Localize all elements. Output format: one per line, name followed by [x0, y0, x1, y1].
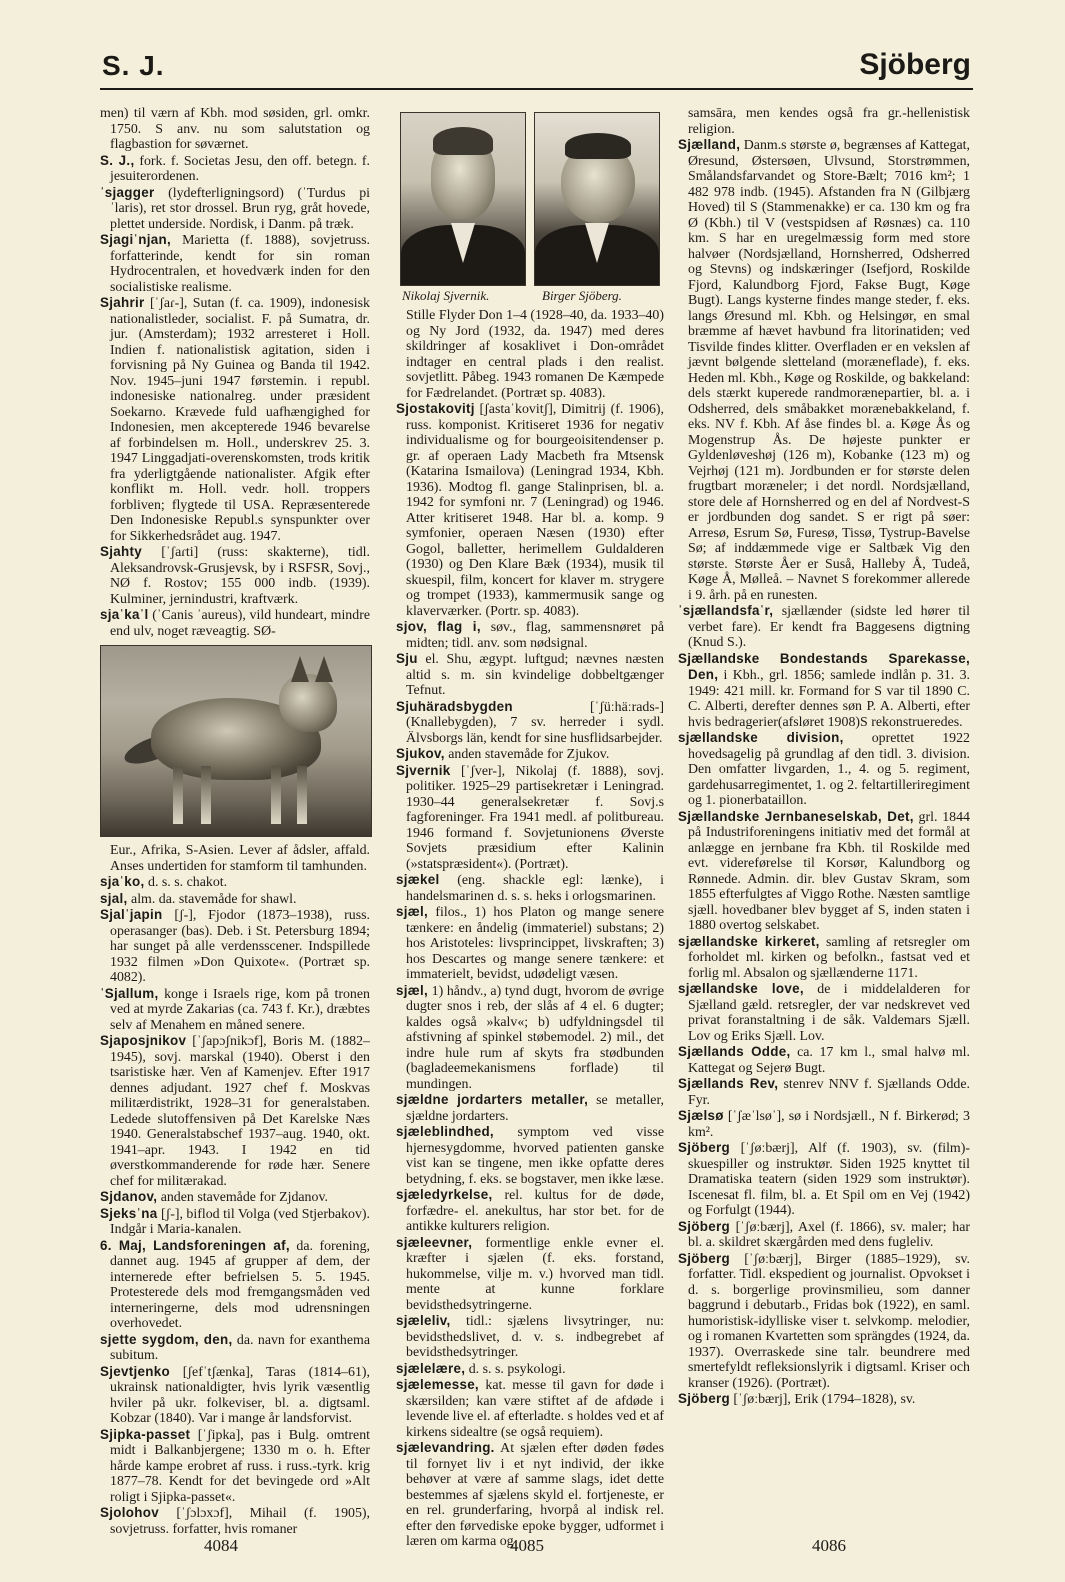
entry-headword: sjællandske division, — [678, 730, 844, 745]
entry — [396, 872, 664, 904]
entry-text: [ˈʃver-], Nikolaj (f. 1888), sovj. politiker. 1925–29 partisekretær i Leningrad. 1930–44 generalsekretær f. Sovj.s fagforeninger. Fra 1941 medl. af politbureau. 1946 formand f. Sovjetunionens Øverste Sovjets præsidium efter Kalinin (»statspræsident«). (Portræt). — [406, 763, 664, 872]
entry — [678, 1108, 970, 1140]
entry-headword: Sjöberg — [678, 1218, 730, 1234]
entry-text: rel. kultus for de døde, forfædre- el. anekultus, har stor bet. for de antikke kulturers religion. — [406, 1188, 664, 1234]
entry-text: formentlige enkle evner el. kræfter i sjælen (f. eks. forstand, hukommelse, vilje m. v.) hvorved man tidl. mente at kunne forklare bevidsthedsytringerne. — [406, 1235, 664, 1313]
entry-headword: ˈsjagger — [100, 184, 155, 200]
portrait-sjvernik — [400, 112, 526, 286]
entry-text: samling af retsregler om forholdet ml. kirken og befolkn., fastsat ved et forlig ml. Absalon og sjællænderne 1171. — [688, 934, 971, 981]
entry-headword: sjette sygdom, den, — [100, 1331, 233, 1347]
entry-headword: 6. Maj, Landsforeningen af, — [100, 1237, 290, 1253]
entry-text: [ˈʃaɾ-], Sutan (f. ca. 1909), indonesisk nationalistleder, socialist. F. på Sumatra, dr. jur. (Amsterdam); 1932 arresteret i Holl. Indien f. nationalistisk agitation, siden i forvisning på Ny Guinea og Banda til 1942. Nov. 1945–juni 1947 førstemin. i republ. indonesiske nationalreg. under præsident Soekarno. Krævede fuld uafhængighed for Indonesien, men akcepterede 1946 bevarelse af forbindelsen m. Holl., underskrev 25. 3. 1947 Linggadjati-overenskomsten, trods kritik fra yderligtgående nationalister. Afgik efter konflikt m. Holl. vedr. holl. troppers forbliven; flygtede til USA. Repræsenterede Den Indonesiske Republ.s synspunkter over for Sikkerhedsrådet aug. 1947. — [110, 296, 370, 544]
entry-headword: Sjevtjenko — [100, 1363, 170, 1379]
entry-headword: Sjuhäradsbygden — [396, 698, 513, 714]
entry-headword: sjældne jordarters metaller, — [396, 1092, 589, 1107]
entry-text: filos., 1) hos Platon og mange senere tænkere: en åndelig (immateriel) substans; 2) hos Aristoteles: livsprincippet, livskraften; 3) hos Descartes og mange senere tænkere: et immaterielt, bevidst, udødeligt væsen. — [406, 905, 664, 982]
entry-headword: Sjdanov, — [100, 1189, 158, 1204]
entry — [396, 619, 664, 651]
entry-headword: sjællandske kirkeret, — [678, 933, 820, 949]
entry — [100, 1427, 370, 1506]
entry-headword: Sjvernik — [396, 762, 451, 778]
running-head-right: Sjöberg — [859, 48, 971, 81]
entry — [396, 1187, 664, 1235]
entry — [100, 607, 370, 639]
entry-text: stenrev NNV f. Sjællands Odde. Fyr. — [688, 1077, 970, 1108]
entry-text: [ʃastaˈkovitʃ], Dimitrij (f. 1906), russ. komponist. Kritiseret 1936 for negativ individualisme og for bourgeoisitendenser p. gr. af operaen Lady Macbeth fra Mtsensk (Katarina Ismailova) (Leningrad 1934, Kbh. 1936). Modtog fl. gange Stalinprisen, bl. a. 1942 for symfoni nr. 7 (Leningrad) og 1946. Atter kritiseret 1948. Har bl. a. komp. 9 symfonier, operaen Næsen (1930) efter Gogol, balletter, herimellem Guldalderen (1930) og Den Klare Bæk (1934), musik til skuespil, film, koncert for klaver m. strygere og trompet (1933), kammermusik sange og klaverværker. (Portr. sp. 4083). — [406, 402, 664, 619]
entry-headword: sjæl, — [396, 982, 429, 998]
column-1 — [100, 106, 370, 1537]
caption-sjoberg: Birger Sjöberg. — [542, 288, 622, 303]
entry — [100, 907, 370, 986]
entry-headword: Sjostakovitj — [396, 401, 475, 416]
entry — [678, 651, 970, 731]
entry — [100, 1238, 370, 1332]
entry-headword: sjæleliv, — [396, 1313, 451, 1328]
entry-headword: Sjeksˈna — [100, 1205, 158, 1221]
entry-text: At sjælen efter døden fødes til fornyet liv i et nyt individ, der ikke behøver at være af samme slags, idet dette bestemmes af sjælens skyld el. fortjeneste, er en rel. grunderfaring, hvorpå al indisk rel. efter den førvediske epoke bygger, udformet i læren om karma og — [406, 1441, 664, 1549]
entry — [678, 1251, 970, 1392]
entry-text: [ˈʃipka], pas i Bulg. omtrent midt i Balkanbjergene; 1330 m o. h. Efter hårde kampe erobret af russ. i russ.-tyrk. krig 1877–78. Kendt for det bevingede ord »Alt roligt i Sjipka-passet«. — [110, 1427, 370, 1505]
entry — [678, 934, 970, 982]
entry-text: grl. 1844 på Industriforeningens initiativ med det formål at anlægge en jernbane fra Kbh. til Roskilde med evt. videreførelse til Korsør, Kalundborg og Rønnede. Admin. dir. blev Gustav Skram, som 1855 efterfulgtes af Viggo Rothe. Næsten samtlige sjæll. hovedbaner blev bygget af S, inden staten i 1880 overtog selskabet. — [688, 809, 970, 933]
entry-text: (ˈCanis ˈaureus), vild hundeart, mindre end ulv, noget ræveagtig. SØ- — [110, 608, 370, 639]
entry — [100, 544, 370, 607]
entry — [396, 1440, 664, 1550]
column-3-text — [678, 106, 970, 1408]
entry-headword: Sjalˈjapin — [100, 907, 163, 922]
entry-text: [ʃ-], Fjodor (1873–1938), russ. operasanger (bas). Deb. i St. Petersburg 1894; har sunget på alle verdensscener. Indspillede 1932 filmen »Don Quixote«. (Portræt sp. 4082). — [110, 908, 370, 985]
entry — [100, 232, 370, 295]
entry-headword: Sjællands Odde, — [678, 1044, 791, 1059]
entry-text: konge i Israels rige, kom på tronen ved at myrde Zakarias (ca. 743 f. Kr.), dræbtes selv af Menahem en måned senere. — [110, 986, 370, 1033]
entry — [100, 295, 370, 544]
entry — [100, 986, 370, 1034]
entry — [678, 1219, 970, 1251]
entry — [678, 106, 970, 137]
entry-text: [ˈʃæˈlsøˈ], sø i Nordsjæll., N f. Birkerød; 3 km². — [688, 1109, 970, 1140]
entry — [396, 746, 664, 763]
entry-headword: sjaˈkaˈl — [100, 607, 149, 622]
column-2-text — [396, 308, 664, 1550]
entry — [678, 981, 970, 1044]
entry-text: d. s. s. chakot. — [144, 875, 228, 890]
entry — [100, 1332, 370, 1364]
entry-text: da. forening, dannet aug. 1945 af grupper af dem, der internerede efter befrielsen 5. 5. 1945. Protesterede dels mod fremgangsmåden ved interneringerne, dels mod udrensningen overhovedet. — [110, 1238, 371, 1331]
entry-headword: Sjællandske Jernbaneselskab, Det, — [678, 808, 914, 824]
entry-text: Stille Flyder Don 1–4 (1928–40, da. 1933–40) og Ny Jord (1932, da. 1947) med deres skildringer af kosaklivet i Don-området indtager en central plads i den realist. sovjetlitt. Påbeg. 1943 romanen De Kæmpede for Fædrelandet. (Portræt sp. 4083). — [406, 308, 664, 401]
entry-text: men) til værn af Kbh. mod søsiden, grl. omkr. 1750. S anv. nu som salutstation og flagbastion for søværnet. — [100, 106, 370, 152]
entry-text: anden stavemåde for Zjdanov. — [157, 1190, 328, 1205]
entry-headword: Sjælsø — [678, 1108, 724, 1123]
entry-headword: sjæl, — [396, 904, 429, 919]
column-3 — [678, 106, 970, 1408]
entry-headword: sjæleevner, — [396, 1234, 473, 1250]
header-rule — [100, 88, 973, 90]
entry — [100, 185, 370, 233]
entry — [396, 401, 664, 619]
entry-headword: sjælelære, — [396, 1360, 466, 1376]
entry-text: Danm.s største ø, begrænses af Kattegat, Øresund, Østersøen, Ulvsund, Storstrømmen, Smålandsfarvandet og Store-Bælt; 7016 km²; 1 482 978 indb. (1945). Afstanden fra N (Gilbjærg Hoved) til S (Stammenakke) er ca. 130 km og fra Ø (Kbh.) til V (vestspidsen af Røsnæs) ca. 110 km. S har en uregelmæssig form med store halvøer (Nordsjælland, Hornsherred, Odsherred og Stevns) og indskæringer (Isefjord, Roskilde Fjord, Kalundborg Fjord, Fakse Bugt, Køge Bugt). Langs kysterne findes mange steder, f. eks. langs Øresund ml. Kbh. og Helsingør, en smal bræmme af hævet havbund fra litorinatiden; ved Tisvilde findes klitter. Overfladen er en vekslen af jævnt bølgende sletteland (moræneflade), f. eks. Heden ml. Kbh., Køge og Roskilde, og bakkeland: dels stærkt kuperede randmorænepartier, bl. a. i Odsherred, dels småbakket morænebakkeland, f. eks. NV f. Kbh. Af åse findes bl. a. Køge Ås og Mogenstrup Ås. De højeste punkter er Gyldenløveshøj (126 m), Kobanke (123 m) og Vejrhøj (121 m). Jordbunden er for største delen frugtbart moræneler; i det nordl. Nordsjælland, store dele af Hornsherred og en del af Nordvest-S er jordbunden dog sandet. S er rigt på søer: Arresø, Esrum Sø, Furesø, Tissø, Tystrup-Bavelse Sø; af inddæmmede vige er Saltbæk Vig den største. Største Åer er Suså, Halleby Å, Tudeå, Køge Å, Mølleå. – Navnet S forekommer allerede i 9. årh. på en runesten. — [688, 138, 970, 603]
portrait-sjoberg — [534, 112, 660, 286]
entry — [396, 1092, 664, 1124]
entry-headword: sjællandske love, — [678, 981, 804, 996]
entry-text: [ˈʃɔlɔxɔf], Mihail (f. 1905), sovjetruss. forfatter, hvis romaner — [110, 1506, 370, 1537]
entry — [678, 1140, 970, 1219]
entry — [678, 809, 970, 934]
entry-headword: Sjællands Rev, — [678, 1076, 779, 1091]
entry-text: Marietta (f. 1888), sovjetruss. forfatterinde, kendt for sin roman Hydrocentralen, et hovedværk inden for den socialistiske realisme. — [110, 233, 370, 295]
entry-text: kat. messe til gavn for døde i skærsilden; kan være stiftet af de afdøde i levende live el. af efterladte. s holdes ved et af kirkens sidealtre (se også requiem). — [406, 1378, 665, 1440]
entry — [100, 106, 370, 153]
entry-headword: Sjagiˈnjan, — [100, 232, 172, 247]
running-head-left: S. J. — [102, 50, 165, 81]
entry-text: 1) håndv., a) tynd dugt, hvorom de øvrige dugter snos i reb, der slås af 4 el. 6 dugter; kaldes også »kalv«; b) udfyldningsdel til afstivning af spinkel støbemodel. 2) mil., det indre hule rum af skyts fra stødbunden (bagladeemekanismens forflade) til mundingen. — [406, 983, 664, 1092]
entry — [100, 1033, 370, 1189]
entry — [396, 1313, 664, 1361]
entry-headword: Sjolohov — [100, 1505, 159, 1520]
entry — [396, 763, 664, 873]
entry-headword: sjæleblindhed, — [396, 1124, 494, 1139]
entry-headword: sjaˈko, — [100, 874, 145, 889]
entry-headword: Sjöberg — [678, 1140, 730, 1155]
entry-text: sjællænder (sidste led hører til verbet fare). Er kendt fra Baggesens digtning (Knud S.). — [688, 604, 970, 650]
entry — [678, 1391, 970, 1408]
entry-text: søv., flag, sammensnøret på midten; tidl. anv. som nødsignal. — [406, 620, 664, 651]
entry — [678, 603, 970, 651]
entry — [678, 730, 970, 809]
entry-text: anden stavemåde for Zjukov. — [444, 747, 610, 762]
entry-headword: sjælevandring. — [396, 1440, 495, 1455]
entry-text: (eng. shackle egl: lænke), i handelsmarinen d. s. s. heks i orlogsmarinen. — [406, 873, 664, 904]
page-number-left: 4084 — [204, 1536, 238, 1555]
caption-sjvernik: Nikolaj Sjvernik. — [402, 288, 490, 303]
entry-headword: ˈsjællandsfaˈr, — [678, 603, 774, 618]
entry-headword: sjælemesse, — [396, 1377, 479, 1392]
column-2 — [396, 106, 664, 1550]
entry — [396, 904, 664, 983]
entry-text: oprettet 1922 hovedsagelig på grundlag af den tidl. 3. division. Den omfatter livgarden, 1., 4. og 5. regiment, gardehusarregimentet, 1. og 2. feltartilleriregiment og 1. pionerbataillon. — [688, 731, 971, 808]
entry-headword: S. J., — [100, 152, 135, 168]
page-number-right: 4086 — [812, 1536, 846, 1555]
entry-headword: ˈSjallum, — [100, 985, 159, 1001]
entry-text: samsāra, men kendes også fra gr.-hellenistisk religion. — [688, 106, 970, 137]
entry-text: [ˈʃøːbærj], Birger (1885–1929), sv. forfatter. Tidl. ekspedient og journalist. Opvokset i d. s. borgerlige provinsmilieu, som danner baggrund i debutarb., Fridas bok (1922), en saml. humoristisk-idylliske viser t. selvkomp. melodier, og i romanen Kvartetten som sprängdes (1924, da. 1937). Overraskede sine talr. beundrere med smertefyldt refleksionslyrik i digtsaml. Kriser och kranser (1926). (Portræt). — [688, 1251, 970, 1391]
entry-text: de i middelalderen for Sjælland gæld. retsregler, der var nedskrevet ved privat foranstaltning i de såk. Valdemars Sjæll. Lov og Eriks Sjæll. Lov. — [688, 982, 971, 1044]
entry-text: alm. da. stavemåde for shawl. — [127, 891, 297, 907]
entry — [100, 1189, 370, 1206]
portraits — [396, 106, 664, 302]
entry-text: symptom ved visse hjernesygdomme, hvorved patienten ganske vist kan se tingene, men ikke opfatte deres betydning, f. eks. se bogstaver, men ikke læse. — [406, 1125, 664, 1187]
entry — [100, 874, 370, 891]
entry-text: d. s. s. psykologi. — [465, 1361, 566, 1377]
column-1-top — [100, 106, 370, 639]
entry-headword: sjæledyrkelse, — [396, 1187, 493, 1202]
entry-text: ca. 17 km l., smal halvø ml. Kattegat og Sejerø Bugt. — [688, 1045, 970, 1076]
page-number-center: 4085 — [510, 1536, 544, 1555]
entry-text: fork. f. Societas Jesu, den off. betegn. f. jesuiterordenen. — [110, 153, 370, 184]
entry-text: [ʃefˈtʃænka], Taras (1814–61), ukrainsk nationaldigter, hvis lyrik væsentlig hviler på ukr. folkeviser, bl. a. digtsaml. Kobzar (1840). Var i mange år landsforvist. — [110, 1364, 370, 1426]
entry-headword: sjal, — [100, 890, 128, 906]
entry — [100, 843, 370, 874]
column-1-bottom — [100, 843, 370, 1537]
entry — [100, 153, 370, 185]
entry-text: tidl.: sjælens livsytringer, nu: bevidsthedslivet, d. v. s. indbegrebet af bevidsthedsytringer. — [406, 1314, 664, 1360]
entry-text: el. Shu, ægypt. luftgud; nævnes næsten altid s. m. sin kvindelige dobbeltgænger Tefnut. — [406, 652, 664, 698]
entry-headword: Sjahrir — [100, 295, 145, 310]
entry — [396, 699, 664, 747]
entry-text: (lydefterligningsord) (ˈTurdus piˈlaris), ret stor drossel. Brun ryg, gråt hovede, plettet underside. Nordisk, i Danm. på træk. — [110, 185, 370, 232]
entry-text: [ˈʃøːbærj], Alf (f. 1903), sv. (film)-skuespiller og instruktør. Siden 1925 knyttet til Dramatiska teatern (siden 1929 som instruktør). Iscenesat fl. film, bl. a. Et Spil om en Vej (1942) og Forfulgt (1944). — [688, 1141, 970, 1218]
entry — [100, 1364, 370, 1427]
entry — [396, 1124, 664, 1187]
entry-headword: Sjukov, — [396, 746, 445, 761]
entry-headword: Sjahty — [100, 544, 142, 559]
entry-text: se metaller, sjældne jordarters. — [406, 1093, 665, 1124]
entry — [396, 1361, 664, 1378]
entry-headword: Sjælland, — [678, 137, 741, 152]
entry-text: [ˈʃøːbærj], Erik (1794–1828), sv. — [729, 1392, 916, 1407]
entry — [396, 1235, 664, 1314]
entry-text: [ˈʃapɔʃnikɔf], Boris M. (1882–1945), sovj. marskal (1940). Oberst i den tsaristiske hær. Ven af Kamenjev. Efter 1917 dennes adjudant. 1927 chef f. Moskvas militærdistrikt, 1928–31 for generalstaben. Ledede slutoffensiven på Det Karelske Næs 1940. Generalstabschef 1937–aug. 1940, okt. 1941–apr. 1943. I 1942 en tid øverstkommanderende for røde hær. Senere chef for militærakad. — [110, 1034, 370, 1189]
entry — [678, 1076, 970, 1108]
entry-headword: Sju — [396, 651, 418, 666]
entry-text: i Kbh., grl. 1856; samlede indlån p. 31. 3. 1949: 421 mill. kr. Formand for S var til 1890 C. C. Alberti, derefter dennes søn P. A. Alberti, efter hvis bedragerier(afsløret 1908)S rekonstrueredes. — [688, 668, 970, 730]
entry — [396, 308, 664, 401]
entry — [100, 1206, 370, 1238]
entry-headword: Sjipka-passet — [100, 1426, 191, 1442]
entry-headword: sjækel — [396, 872, 440, 887]
entry-text: [ʃ-], biflod til Volga (ved Stjerbakov). Indgår i Maria-kanalen. — [110, 1206, 370, 1237]
entry-headword: sjov, flag i, — [396, 619, 481, 634]
entry-headword: Sjöberg — [678, 1391, 730, 1406]
entry — [396, 651, 664, 699]
entry-headword: Sjaposjnikov — [100, 1033, 187, 1048]
jackal-photo — [100, 645, 372, 837]
entry-text: [ˈʃøːbærj], Axel (f. 1866), sv. maler; har bl. a. skildret skærgården med dens fugleliv. — [688, 1219, 970, 1250]
entry — [100, 891, 370, 908]
entry — [396, 983, 664, 1093]
entry-headword: Sjöberg — [678, 1250, 730, 1266]
entry — [678, 1044, 970, 1076]
entry — [678, 137, 970, 603]
entry-headword: Sjællandske Bondestands Sparekasse, Den, — [678, 650, 970, 682]
entry-text: Eur., Afrika, S-Asien. Lever af ådsler, affald. Anses undertiden for stamform til tamhunden. — [110, 843, 370, 874]
entry-text: [ˈʃaɾti] (russ: skakterne), tidl. Aleksandrovsk-Grusjevsk, by i RSFSR, Sovj., NØ f. Rostov; 155 000 indb. (1939). Kulminer, jernindustri, kraftværk. — [110, 545, 370, 607]
entry-text: da. navn for exanthema subitum. — [110, 1332, 370, 1363]
entry — [396, 1377, 664, 1440]
entry — [100, 1505, 370, 1537]
entry-text: [ˈʃüːhäːrads-] (Knallebygden), 7 sv. herreder i sydl. Älvsborgs län, kendt for sine husflidsarbejder. — [406, 699, 664, 746]
